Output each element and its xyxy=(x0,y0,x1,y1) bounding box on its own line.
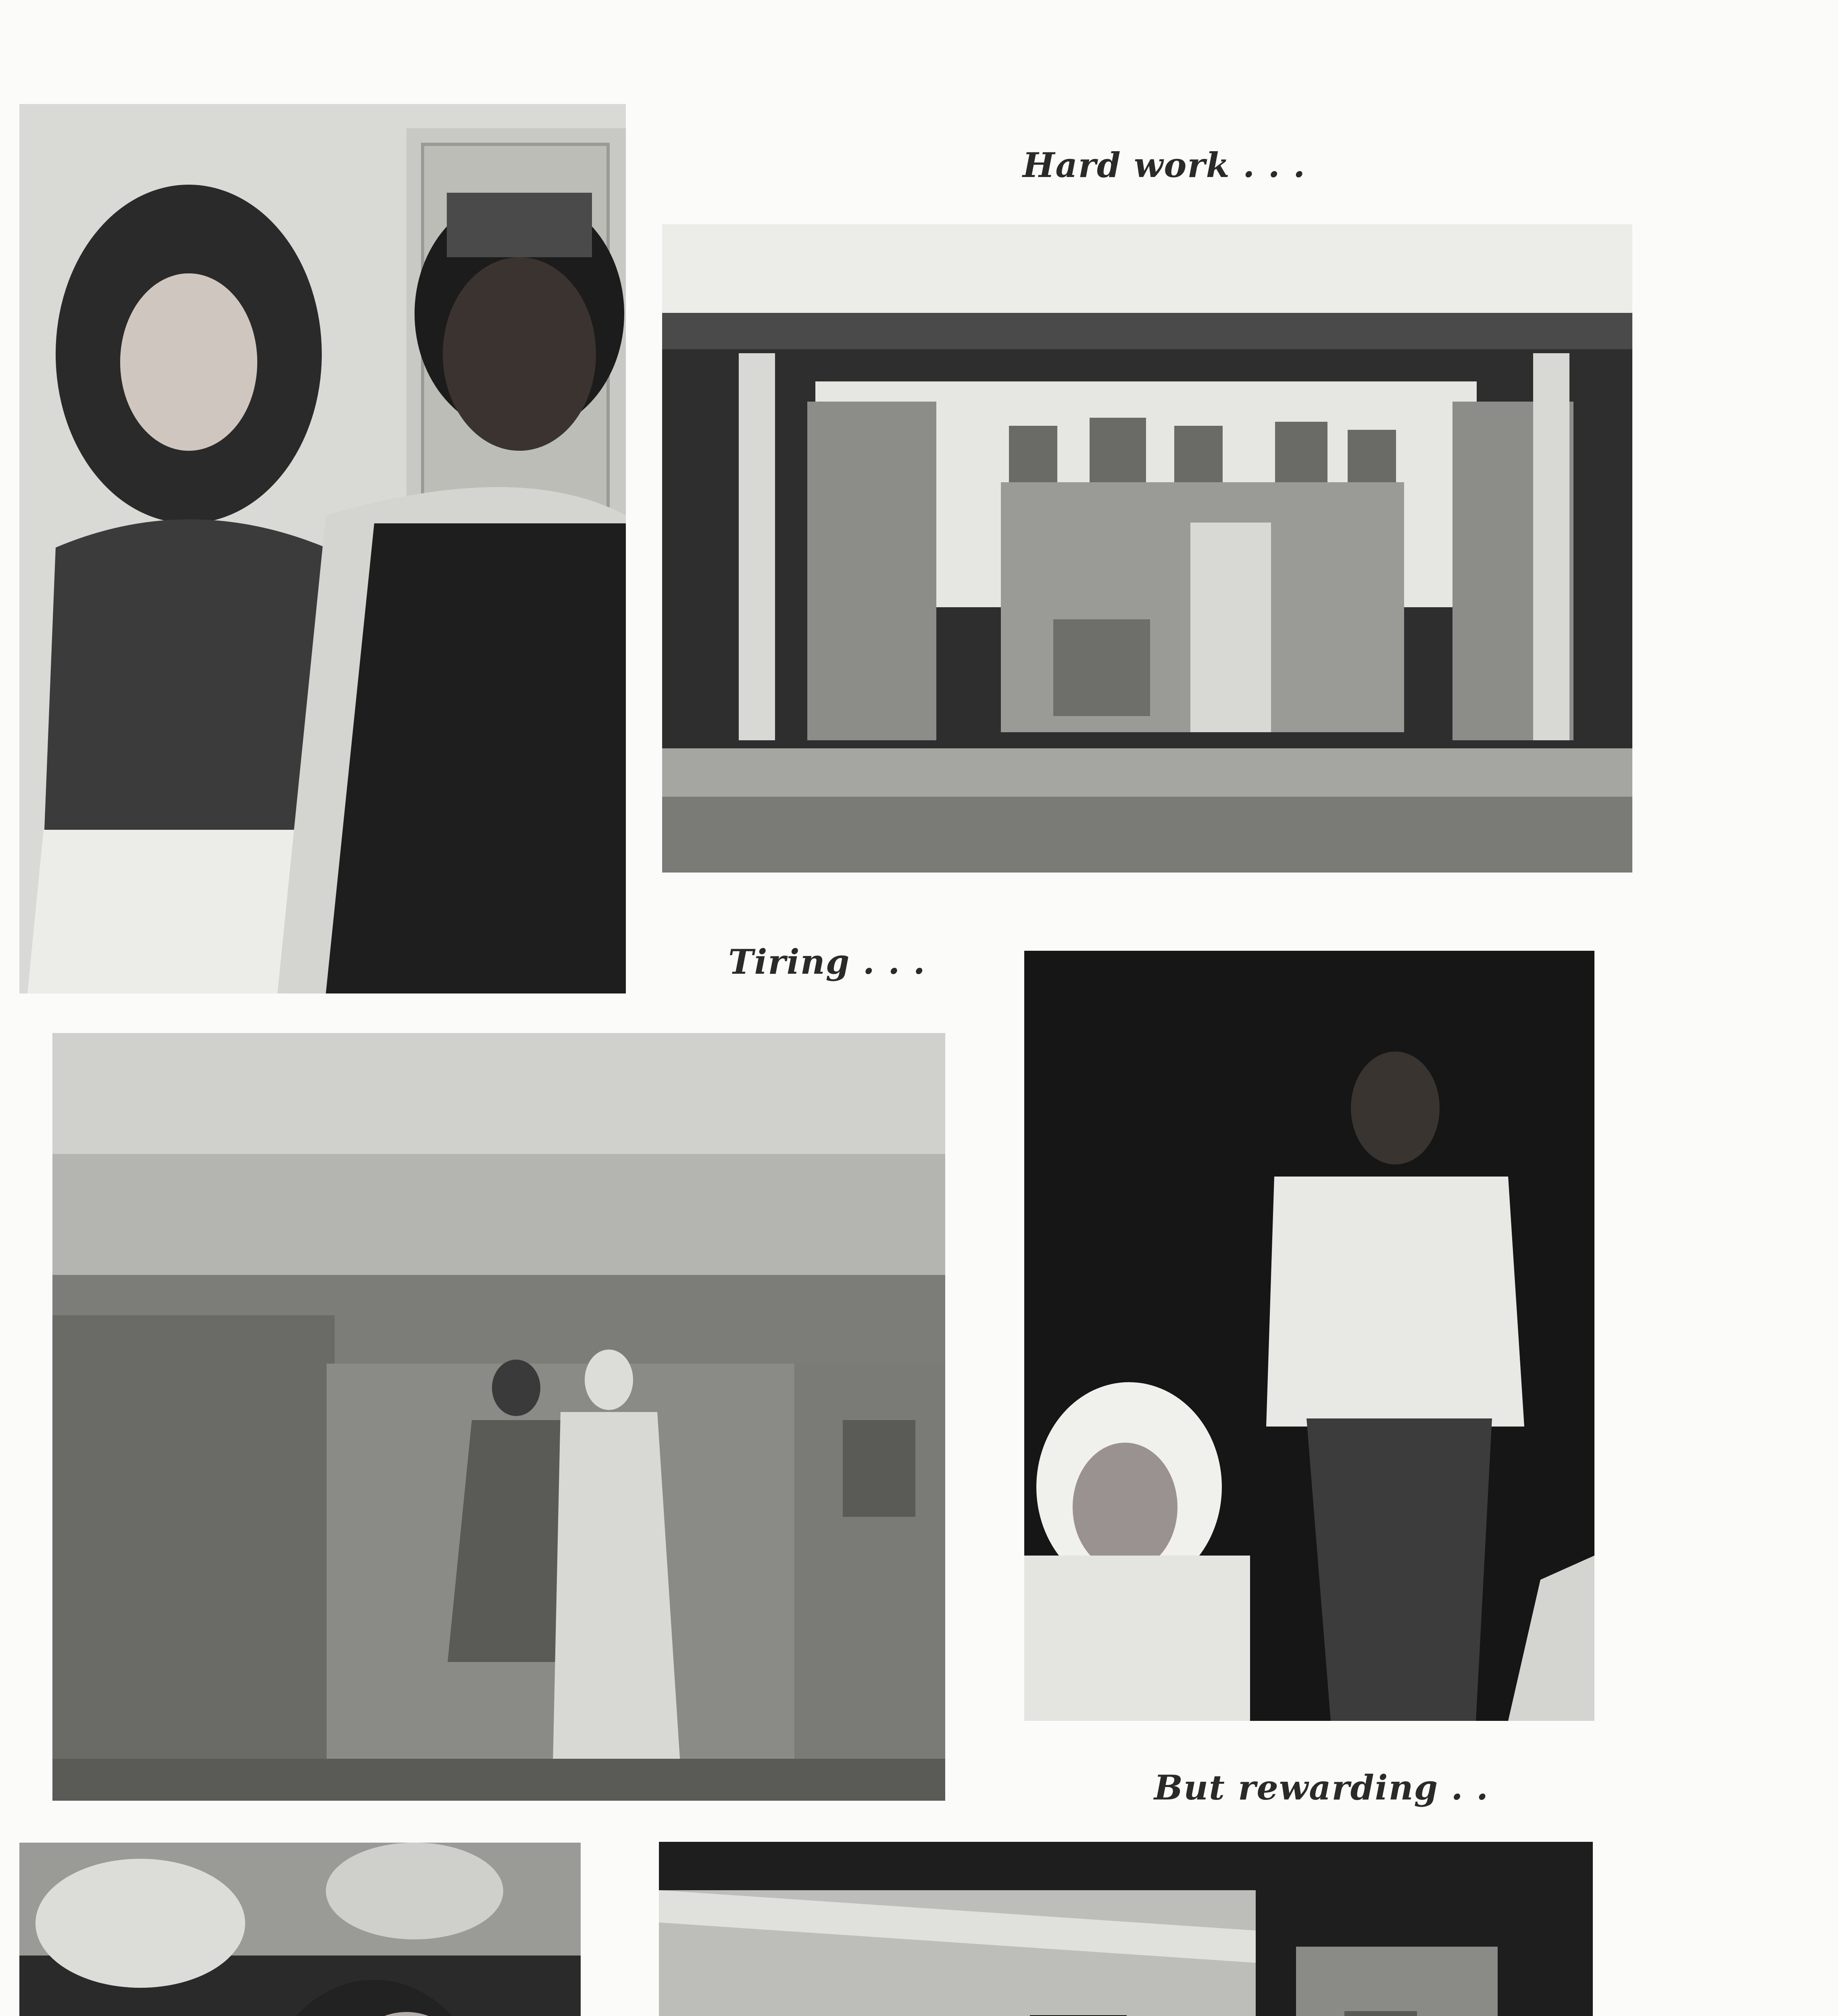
caption-but-rewarding: But rewarding . . xyxy=(1154,1768,1489,1808)
photo-couple-in-costume xyxy=(19,104,626,993)
photo-actor-looking-up xyxy=(1024,951,1594,1721)
caption-hard-work: Hard work . . . xyxy=(1023,145,1306,185)
photo-stage-set xyxy=(662,224,1632,873)
photo-cart-scene xyxy=(659,1842,1593,2016)
photo-dancing-on-stage xyxy=(52,1033,945,1801)
photo-bearded-actor-closeup xyxy=(19,1843,581,2016)
caption-tiring: Tiring . . . xyxy=(728,942,926,982)
